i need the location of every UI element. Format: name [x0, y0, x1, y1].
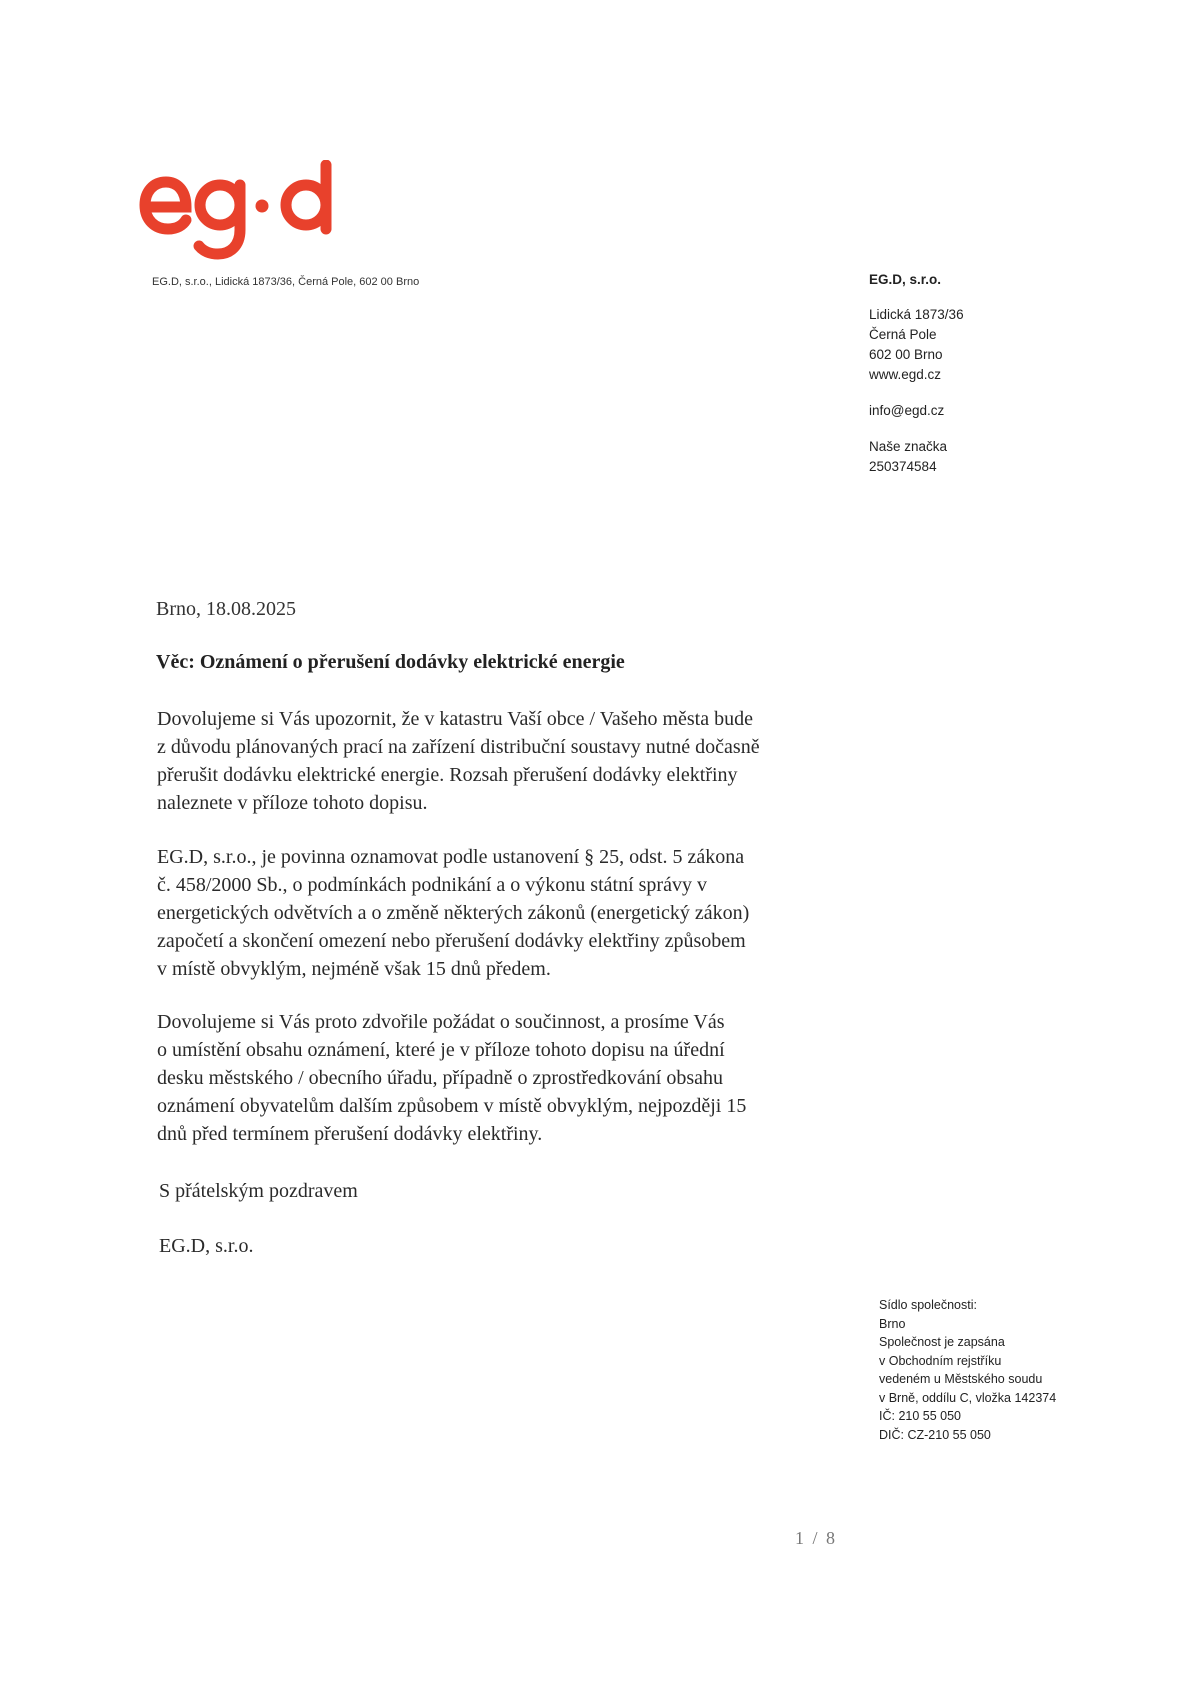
sender-address-line: EG.D, s.r.o., Lidická 1873/36, Černá Pole, 602 00 Brno: [152, 276, 420, 288]
legal-line: Sídlo společnosti:: [879, 1298, 977, 1312]
paragraph-line: Dovolujeme si Vás proto zdvořile požádat o součinnost, a prosíme Vás: [157, 1011, 725, 1033]
legal-line: v Obchodním rejstříku: [879, 1353, 1002, 1368]
paragraph-line: oznámení obyvatelům dalším způsobem v místě obvyklým, nejpozději 15: [157, 1095, 747, 1117]
company-email-link[interactable]: info@egd.cz: [869, 403, 945, 418]
legal-line: Brno: [879, 1316, 906, 1331]
paragraph-line: Dovolujeme si Vás upozornit, že v katastru Vaší obce / Vašeho města bude: [157, 708, 753, 730]
reference-label: Naše značka: [869, 439, 948, 454]
reference-number: 250374584: [869, 459, 937, 474]
paragraph-line: desku městského / obecního úřadu, případně o zprostředkování obsahu: [157, 1067, 723, 1089]
legal-line: v Brně, oddílu C, vložka 142374: [879, 1390, 1057, 1405]
legal-info-block: [879, 1296, 1056, 1444]
page-number: 1 / 8: [795, 1528, 838, 1548]
company-street: Lidická 1873/36: [869, 307, 964, 322]
paragraph-line: o umístění obsahu oznámení, které je v příloze tohoto dopisu na úřední: [157, 1039, 725, 1061]
company-name: EG.D, s.r.o.: [869, 272, 942, 287]
paragraph-line: naleznete v příloze tohoto dopisu.: [157, 792, 428, 814]
paragraph-line: z důvodu plánovaných prací na zařízení distribuční soustavy nutné dočasně: [157, 736, 760, 758]
paragraph-line: započetí a skončení omezení nebo přerušení dodávky elektřiny způsobem: [157, 930, 746, 952]
paragraph-2: [157, 843, 857, 983]
legal-line: DIČ: CZ-210 55 050: [879, 1427, 991, 1442]
paragraph-line: dnů před termínem přerušení dodávky elektřiny.: [157, 1123, 543, 1145]
paragraph-line: v místě obvyklým, nejméně však 15 dnů předem.: [157, 958, 551, 980]
company-district: Černá Pole: [869, 327, 937, 342]
company-website-link[interactable]: www.egd.cz: [869, 367, 942, 382]
paragraph-line: č. 458/2000 Sb., o podmínkách podnikání a o výkonu státní správy v: [157, 874, 707, 896]
closing-greeting: S přátelským pozdravem: [159, 1180, 358, 1202]
paragraph-line: přerušit dodávku elektrické energie. Rozsah přerušení dodávky elektřiny: [157, 764, 738, 786]
letter-date: Brno, 18.08.2025: [156, 598, 296, 620]
paragraph-line: EG.D, s.r.o., je povinna oznamovat podle ustanovení § 25, odst. 5 zákona: [157, 846, 745, 868]
legal-line: vedeném u Městského soudu: [879, 1372, 1043, 1386]
paragraph-1: [157, 705, 857, 817]
paragraph-3: [157, 1008, 857, 1148]
legal-line: IČ: 210 55 050: [879, 1409, 962, 1423]
company-city: 602 00 Brno: [869, 347, 943, 362]
legal-line: Společnost je zapsána: [879, 1335, 1005, 1349]
egd-logo: [138, 160, 348, 265]
letter-subject: Věc: Oznámení o přerušení dodávky elektrické energie: [156, 651, 625, 673]
signature: EG.D, s.r.o.: [159, 1235, 254, 1257]
company-info-block: [869, 270, 964, 477]
paragraph-line: energetických odvětvích a o změně některých zákonů (energetický zákon): [157, 902, 750, 924]
